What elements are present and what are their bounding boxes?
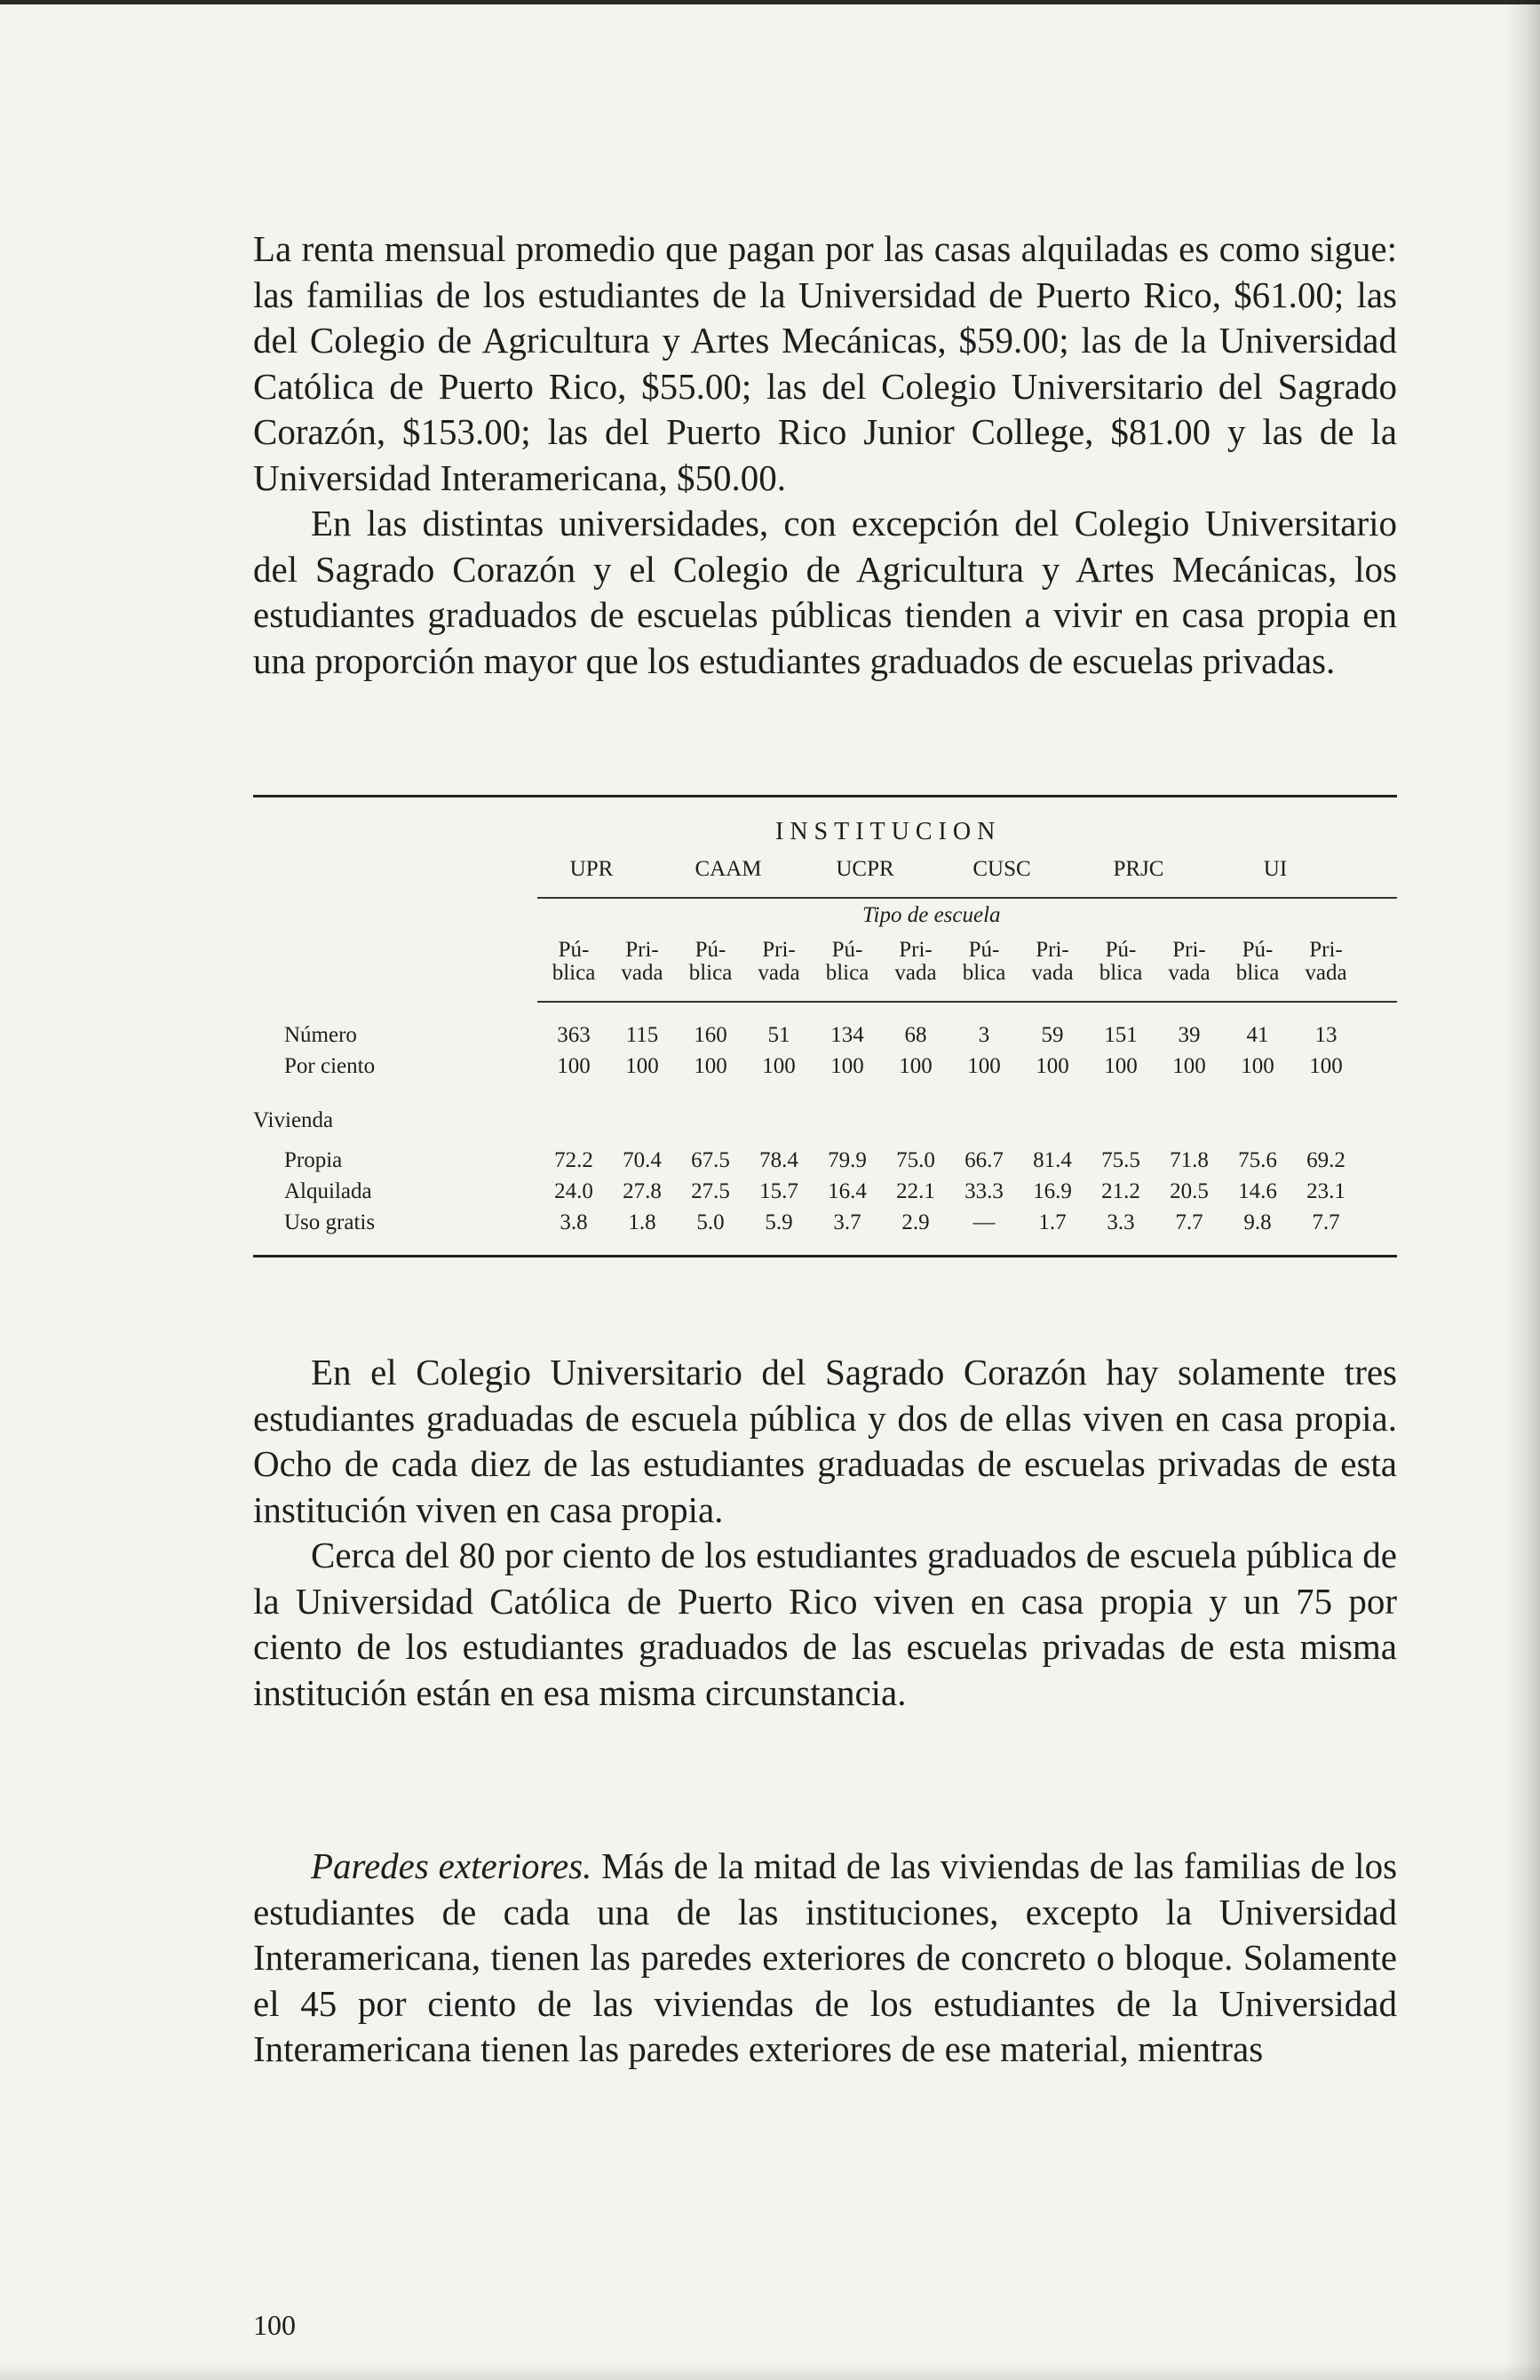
table-cell: 134: [830, 1023, 864, 1047]
table-cell: 21.2: [1101, 1179, 1140, 1203]
table-cell: 7.7: [1312, 1210, 1340, 1234]
row-label-uso-gratis: Uso gratis: [284, 1210, 376, 1234]
table-cell: 59: [1041, 1023, 1064, 1047]
inst-ucpr: UCPR: [836, 857, 894, 881]
table-cell: 100: [625, 1054, 659, 1078]
table-cell: 115: [625, 1023, 659, 1047]
school-type-line1: Pú-: [1242, 938, 1274, 962]
table-title: INSTITUCION: [775, 818, 1002, 845]
page-number: 100: [253, 2309, 296, 2341]
section-paredes: [253, 1844, 1397, 2073]
inst-cusc: CUSC: [972, 857, 1031, 881]
school-type-line1: Pri-: [1172, 938, 1206, 962]
school-type-line2: blica: [1235, 961, 1280, 985]
school-type-line1: Pú-: [968, 938, 1000, 962]
school-type-line1: Pri-: [762, 938, 796, 962]
table-bottom-rule: [253, 1255, 1397, 1257]
table-cell: 3: [978, 1023, 990, 1047]
table-cell: 67.5: [691, 1148, 730, 1172]
inst-prjc: PRJC: [1113, 857, 1164, 881]
school-type-header: [1222, 939, 1293, 985]
table-cell: 363: [557, 1023, 591, 1047]
school-type-line1: Pú-: [831, 938, 863, 962]
school-type-header: [1154, 939, 1225, 985]
subheader-divider: [537, 1001, 1397, 1003]
table-cell: 2.9: [901, 1210, 930, 1234]
school-type-header: [812, 939, 883, 985]
table-cell: 75.0: [896, 1148, 935, 1172]
paragraph-paredes: [253, 1844, 1397, 2073]
school-type-header: [675, 939, 746, 985]
table-cell: 100: [899, 1054, 933, 1078]
table-cell: 100: [762, 1054, 796, 1078]
table-cell: 68: [904, 1023, 927, 1047]
table-cell: 100: [1036, 1054, 1069, 1078]
table-cell: 81.4: [1033, 1148, 1072, 1172]
table-cell: 100: [1309, 1054, 1343, 1078]
row-label-alquilada: Alquilada: [284, 1179, 372, 1203]
school-type-line1: Pri-: [1309, 938, 1343, 962]
scan-bottom-edge: [0, 2362, 1540, 2380]
header-divider: [537, 897, 1397, 899]
school-type-header: [880, 939, 951, 985]
table-cell: 151: [1104, 1023, 1138, 1047]
table-cell: 3.3: [1107, 1210, 1135, 1234]
table-cell: 100: [1104, 1054, 1138, 1078]
table-cell: 100: [557, 1054, 591, 1078]
table-cell: 13: [1314, 1023, 1338, 1047]
table-cell: 71.8: [1170, 1148, 1209, 1172]
table-cell: 3.8: [560, 1210, 588, 1234]
paragraph-ucpr: Cerca del 80 por ciento de los estudiantes graduados de escuela pública de la Universidad Católica de Puerto Rico viven en casa propia y un 75 por ciento de los estudiantes graduados de las escuelas privadas de esta misma institución están en esa misma circunstancia.: [253, 1535, 1397, 1713]
row-label-propia: Propia: [284, 1148, 343, 1172]
section-heading-paredes: Paredes exteriores.: [311, 1845, 592, 1886]
school-type-line2: blica: [688, 961, 733, 985]
school-type-header: [1085, 939, 1156, 985]
school-type-line2: blica: [1099, 961, 1143, 985]
school-type-line1: Pú-: [1105, 938, 1137, 962]
paragraph-rent: La renta mensual promedio que pagan por las casas alquiladas es como sigue: las familias de los estudiantes de la Universidad de Puerto Rico, $61.00; las del Colegio de Agricultura y Artes Mecánicas, $59.00; las de la Universidad Católica de Puerto Rico, $55.00; las del Colegio Universitario del Sagrado Corazón, $153.00; las del Puerto Rico Junior College, $81.00 y las de la Universidad Interamericana, $50.00.: [253, 228, 1397, 498]
table-cell: 39: [1178, 1023, 1201, 1047]
table-cell: 5.9: [765, 1210, 793, 1234]
table-cell: 160: [694, 1023, 727, 1047]
school-type-header: [743, 939, 814, 985]
paragraph-sagrado-corazon: En el Colegio Universitario del Sagrado Corazón hay solamente tres estudiantes graduadas de escuela pública y dos de ellas viven en casa propia. Ocho de cada diez de las estudiantes graduadas de escuelas privadas de esta institución viven en casa propia.: [253, 1352, 1397, 1530]
school-type-line1: Pri-: [899, 938, 933, 962]
school-type-line1: Pú-: [558, 938, 590, 962]
school-type-line2: blica: [825, 961, 869, 985]
table-cell: 100: [967, 1054, 1001, 1078]
table-cell: 1.8: [628, 1210, 656, 1234]
school-type-line2: vada: [758, 961, 800, 985]
school-type-line2: vada: [621, 961, 663, 985]
school-type-header: [949, 939, 1020, 985]
school-type-line2: vada: [1031, 961, 1074, 985]
school-type-line1: Pú-: [695, 938, 726, 962]
inst-ui: UI: [1263, 857, 1288, 881]
scan-top-edge: [0, 0, 1540, 4]
table-cell: 27.5: [691, 1179, 730, 1203]
school-type-line2: vada: [1305, 961, 1347, 985]
table-cell: —: [972, 1210, 996, 1234]
table-cell: 7.7: [1175, 1210, 1203, 1234]
scan-right-edge: [1504, 0, 1540, 2380]
table-cell: 16.4: [828, 1179, 867, 1203]
school-type-header: [607, 939, 678, 985]
table-cell: 41: [1246, 1023, 1269, 1047]
school-type-line2: vada: [894, 961, 937, 985]
school-type-header: [1290, 939, 1361, 985]
table-cell: 100: [1172, 1054, 1206, 1078]
table-cell: 70.4: [623, 1148, 662, 1172]
table-cell: 75.5: [1101, 1148, 1140, 1172]
table-cell: 75.6: [1238, 1148, 1277, 1172]
inst-caam: CAAM: [695, 857, 762, 881]
table-cell: 15.7: [759, 1179, 798, 1203]
table-cell: 20.5: [1170, 1179, 1209, 1203]
school-type-line1: Pri-: [1036, 938, 1069, 962]
table-cell: 100: [1241, 1054, 1274, 1078]
table-cell: 79.9: [828, 1148, 867, 1172]
inst-upr: UPR: [569, 857, 614, 881]
table-top-rule: [253, 795, 1397, 797]
table-cell: 16.9: [1033, 1179, 1072, 1203]
table-cell: 33.3: [964, 1179, 1004, 1203]
row-label-numero: Número: [284, 1023, 357, 1047]
table-cell: 78.4: [759, 1148, 798, 1172]
school-type-line2: vada: [1168, 961, 1211, 985]
table-cell: 9.8: [1243, 1210, 1272, 1234]
bottom-text-block: [253, 1350, 1397, 1716]
table-cell: 3.7: [833, 1210, 861, 1234]
table-cell: 23.1: [1306, 1179, 1346, 1203]
table-cell: 5.0: [696, 1210, 725, 1234]
school-type-line2: blica: [962, 961, 1006, 985]
table-cell: 66.7: [964, 1148, 1004, 1172]
section-label-vivienda: Vivienda: [253, 1108, 334, 1132]
school-type-line2: blica: [552, 961, 596, 985]
table-cell: 51: [767, 1023, 790, 1047]
table-cell: 100: [830, 1054, 864, 1078]
table-cell: 72.2: [554, 1148, 593, 1172]
row-label-por-ciento: Por ciento: [284, 1054, 376, 1078]
school-type-line1: Pri-: [625, 938, 659, 962]
table-cell: 24.0: [554, 1179, 593, 1203]
school-type-subheading: Tipo de escuela: [862, 903, 1001, 927]
table-cell: 100: [694, 1054, 727, 1078]
top-text-block: [253, 226, 1397, 684]
table-cell: 27.8: [623, 1179, 662, 1203]
school-type-header: [538, 939, 609, 985]
table-cell: 1.7: [1038, 1210, 1067, 1234]
section-text-paredes: Más de la mitad de las viviendas de las familias de los estudiantes de cada una de las instituciones, excepto la Universidad Interamericana, tienen las paredes exteriores de concreto o bloque. Solamente el 45 por ciento de las viviendas de los estudiantes de la Universidad Interamericana tienen las paredes exteriores de ese material, mientras: [253, 1845, 1398, 2069]
table-cell: 22.1: [896, 1179, 935, 1203]
table-cell: 69.2: [1306, 1148, 1346, 1172]
paragraph-public-private: En las distintas universidades, con excepción del Colegio Universitario del Sagrado Corazón y el Colegio de Agricultura y Artes Mecánicas, los estudiantes graduados de escuelas públicas tienden a vivir en casa propia en una proporción mayor que los estudiantes graduados de escuelas privadas.: [253, 503, 1397, 681]
table-cell: 14.6: [1238, 1179, 1277, 1203]
school-type-header: [1017, 939, 1088, 985]
